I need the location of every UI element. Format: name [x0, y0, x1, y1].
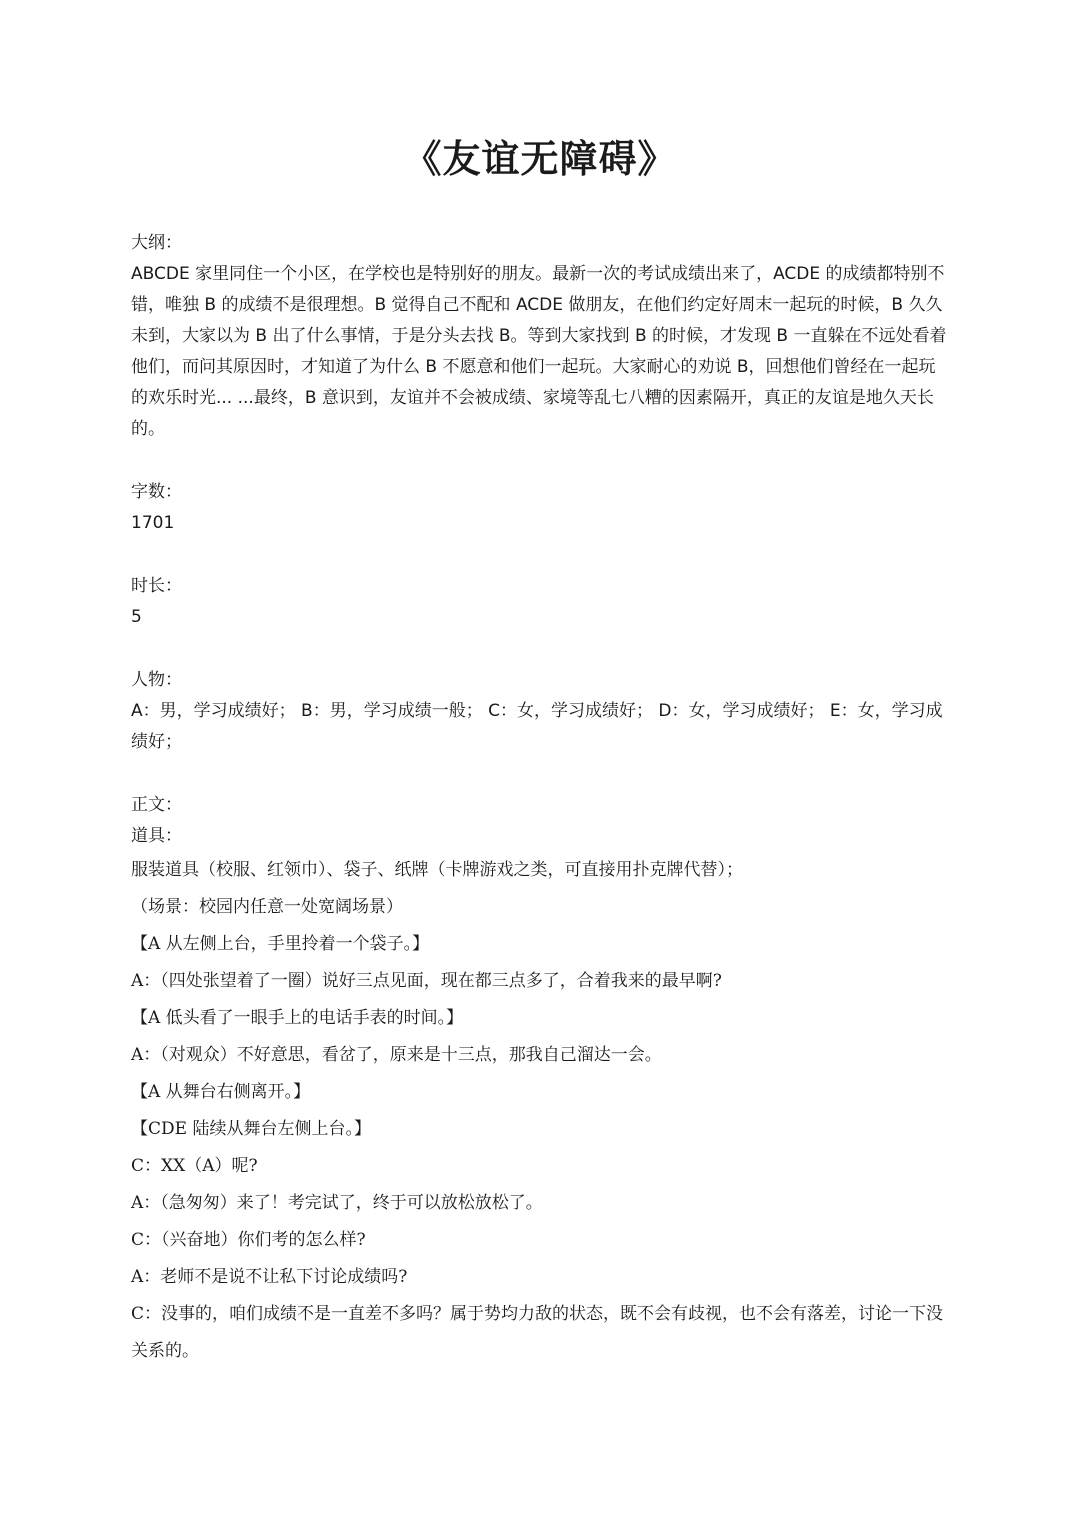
word-count-section	[131, 477, 951, 539]
script-lines	[131, 889, 951, 1370]
outline-section	[131, 228, 951, 445]
duration-section	[131, 571, 951, 633]
script-line: A：（急匆匆）来了！考完试了，终于可以放松放松了。	[131, 1193, 543, 1213]
script-line: C：（兴奋地）你们考的怎么样?	[131, 1230, 366, 1250]
props-text: 服装道具（校服、红领巾）、袋子、纸牌（卡牌游戏之类，可直接用扑克牌代替）；	[131, 860, 743, 880]
outline-text: ABCDE 家里同住一个小区，在学校也是特别好的朋友。最新一次的考试成绩出来了，ACDE 的成绩都特别不错，唯独 B 的成绩不是很理想。B 觉得自己不配和 ACDE 做朋友，在他们约定好周末一起玩的时候，B 久久未到，大家以为 B 出了什么事情，于是分头去找 B。等到大家找到 B 的时候，才发现 B 一直躲在不远处看着他们，而问其原因时，才知道了为什么 B 不愿意和他们一起玩。大家耐心的劝说 B，回想他们曾经在一起玩的欢乐时光... ...最终，B 意识到，友谊并不会被成绩、家境等乱七八糟的因素隔开，真正的友谊是地久天长的。	[131, 264, 947, 439]
script-line: C：XX（A）呢?	[131, 1156, 258, 1176]
word-count-value: 1701	[131, 513, 175, 533]
script-line: A：（四处张望着了一圈）说好三点见面，现在都三点多了，合着我来的最早啊?	[131, 971, 722, 991]
characters-section	[131, 665, 951, 758]
document-title: 《友谊无障碍》	[403, 137, 677, 181]
body-label: 正文：	[131, 795, 182, 815]
body-section	[131, 790, 951, 1370]
script-line: 【CDE 陆续从舞台左侧上台。】	[131, 1119, 371, 1139]
props-label: 道具：	[131, 826, 182, 846]
script-line: A：老师不是说不让私下讨论成绩吗?	[131, 1267, 408, 1287]
characters-text: A：男，学习成绩好； B：男，学习成绩一般； C：女，学习成绩好； D：女，学习成绩好； E：女，学习成绩好；	[131, 701, 943, 752]
script-line: 【A 从左侧上台，手里拎着一个袋子。】	[131, 934, 430, 954]
script-line: A：（对观众）不好意思，看岔了，原来是十三点，那我自己溜达一会。	[131, 1045, 662, 1065]
duration-value: 5	[131, 607, 142, 627]
outline-label: 大纲：	[131, 233, 182, 253]
characters-label: 人物：	[131, 670, 182, 690]
script-line: （场景：校园内任意一处宽阔场景）	[131, 897, 403, 917]
script-line: C：没事的，咱们成绩不是一直差不多吗？属于势均力敌的状态，既不会有歧视，也不会有落差，讨论一下没关系的。	[131, 1304, 944, 1361]
script-line: 【A 从舞台右侧离开。】	[131, 1082, 311, 1102]
document-content	[131, 228, 951, 1370]
duration-label: 时长：	[131, 576, 182, 596]
word-count-label: 字数：	[131, 482, 182, 502]
script-line: 【A 低头看了一眼手上的电话手表的时间。】	[131, 1008, 464, 1028]
